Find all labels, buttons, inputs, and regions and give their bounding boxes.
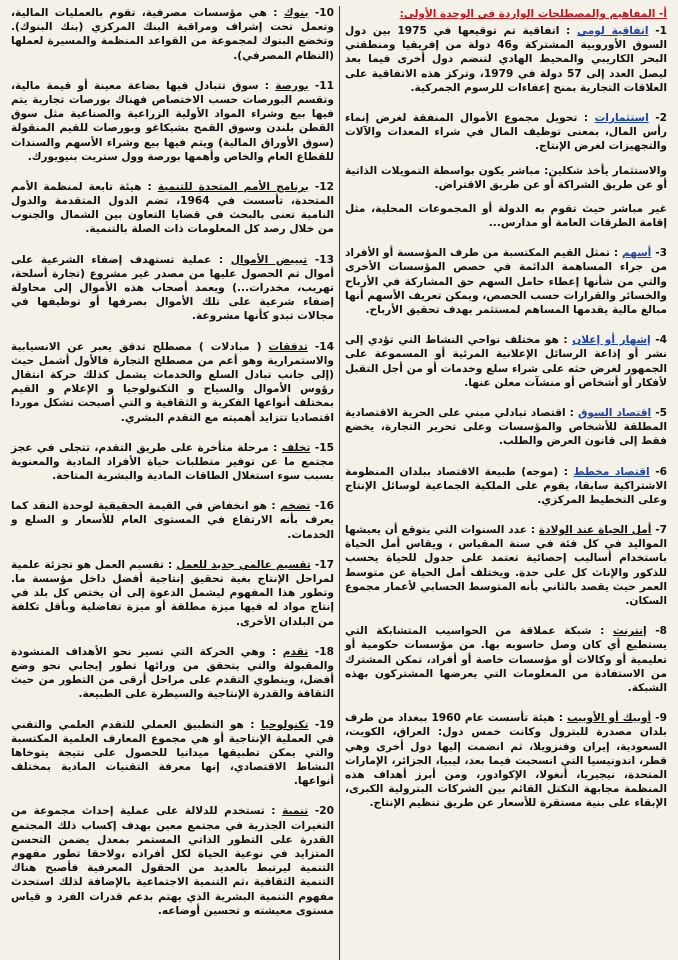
entry-text: : اقتصاد تبادلي مبني على الحرية الاقتصادية المطلقة للأشخاص والمؤسسات وعلى تحرير التجارة، يخضع فقط إلى قانون العرض والطلب. <box>345 406 667 448</box>
entry-12 <box>11 180 334 237</box>
entry-term: تدفقات <box>268 340 308 353</box>
entry-term: أسهم <box>621 247 652 260</box>
entry-text: : تقسيم العمل هو تجزئة علمية لمراحل الإنتاج بغية تحقيق إنتاجية أفضل داخل مؤسسة ما. وتطور هذا المفهوم ليشمل الدعوة إلى أن يختص كل بلد في إنتاج مواد له فيها ميزة مطلقة أو ميزة تفاضلية وبأقل تكلفة من البلدان الأخرى. <box>11 558 334 628</box>
entry-number: 5- <box>655 406 667 419</box>
entry-2-direct <box>345 164 667 192</box>
entry-term: تكنولوجيا <box>260 718 309 731</box>
entry-16 <box>11 499 334 542</box>
section-heading: أ- المفاهيم والمصطلحات الواردة في الوحدة الأولى: <box>399 8 667 20</box>
entry-text: : اتفاقية تم توقيعها في 1975 بين دول السوق الأوروبية المشتركة و46 دولة من إفريقيا ومنطقتي البحر الكاريبي والمحيط الهادي لتنضم دول أخرى فيما بعد ليصل العدد إلى 57 دولة في 1979، وتركز هذه الاتفاقية على العلاقات التجارية بمنح إعفاءات للرسوم الجمركية. <box>345 25 667 94</box>
entry-term: اقتصاد السوق <box>577 406 652 419</box>
entry-term: تخلف <box>281 441 311 454</box>
entry-number: 17- <box>314 558 334 571</box>
entry-term: أمل الحياة عند الولادة <box>538 524 652 537</box>
entry-text: : هو انخفاض في القيمة الحقيقية لوحدة النقد كما يعرف بأنه الارتفاع في المستوى العام للأسعار و السلع و الخدمات. <box>11 500 334 541</box>
entry-text: : تمثل القيم المكتسبة من طرف المؤسسة أو الأفراد من جراء المساهمة الدائمة في حصص المؤسسات الأخرى والتي من شأنها إعطاء حامل السهم حق المشاركة في الأرباح والخسائر والقرارات حسب الحصص، ويمكن تعريف الأسهم أنها مبالغ مالية يقدمها المساهم لمستثمر بهدف تحقيق الأرباح. <box>345 247 667 316</box>
entry-number: 15- <box>314 441 334 454</box>
entry-term: إشهار أو إعلان <box>572 334 651 347</box>
right-column <box>339 6 672 960</box>
entry-number: 6- <box>655 465 667 478</box>
left-column <box>6 6 339 960</box>
entry-6 <box>345 465 667 508</box>
entry-number: 9- <box>655 712 667 725</box>
entry-13 <box>11 253 334 324</box>
entry-text: : عدد السنوات التي يتوقع أن يعيشها المواليد في كل فئة في سنة المقياس ، ويقاس أمل الحياة باستخدام أساليب إحصائية تعتمد على جدول للحياة يحسب للذكور والإناث كل على حدة. ويختلف أمل الحياة عن متوسط العمر حيث يقصد بالثاني بأنه المتوسط الحسابي لأعمار مجموع السكان. <box>345 524 667 607</box>
entry-text: : هو مختلف نواحي النشاط التي تؤدي إلى نشر أو إذاعة الرسائل الإعلانية المرئية أو المسموعة على الجمهور لغرض حثه على شراء سلع وخدمات أو من أجل التقبل لأفكار أو أشخاص أو منشآت معلن عنها. <box>345 334 667 389</box>
entry-text: : هو التطبيق العملي للتقدم العلمي والتقني في العملية الإنتاجية أو هي مجموع المعارف العلمية المكتسبة والتي يمكن تطبيقها ميدانيا للحصول على نتيجة يتوخاها النشاط الاقتصادي، إنها معرفة التقنيات المادية بمختلف أنواعها. <box>11 718 334 788</box>
entry-17 <box>11 558 334 629</box>
entry-number: 18- <box>314 645 334 658</box>
entry-10 <box>11 6 334 63</box>
entry-term: تقسيم عالمي جديد للعمل <box>176 558 311 571</box>
entry-term: بنوك <box>283 7 309 19</box>
entry-text: : (موجه) طبيعة الاقتصاد ببلدان المنظومة الاشتراكية سابقا، يقوم على الملكية الجماعية لوسائل الإنتاج وعلى التخطيط المركزي. <box>345 465 667 506</box>
entry-9 <box>345 711 667 810</box>
entry-15 <box>11 441 334 484</box>
entry-term: تضخم <box>280 500 311 513</box>
entry-number: 2- <box>655 111 667 124</box>
entry-3 <box>345 246 667 317</box>
entry-20 <box>11 804 334 918</box>
entry-term: اتفاقية لومي <box>577 25 649 37</box>
entry-number: 8- <box>655 625 667 638</box>
entry-number: 1- <box>655 25 667 37</box>
entry-number: 19- <box>314 718 334 731</box>
entry-2-indirect <box>345 202 667 230</box>
entry-number: 14- <box>314 340 334 353</box>
entry-5 <box>345 406 667 449</box>
entry-text: : هي مؤسسات مصرفية، تقوم بالعمليات المالية، وتعمل تحت إشراف ومراقبة البنك المركزي (بنك البنوك). وتخضع البنوك لمجموعة من القواعد المنظمة والمسيرة لعملها (النظام المصرفي). <box>11 7 334 62</box>
entry-text: : شبكة عملاقة من الحواسيب المتشابكة التي يستطيع أي كان وصل حاسوبه بها. من مؤسسات حكومية أو تعليمية أو وكالات أو مؤسسات خاصة أو أفراد، تمكن المشترك من الاستفادة من المعلومات التي يعرضها المشتركون بهذه الشبكة. <box>345 625 667 694</box>
entry-4 <box>345 333 667 390</box>
entry-8 <box>345 624 667 695</box>
entry-number: 3- <box>655 247 667 260</box>
entry-number: 7- <box>655 524 667 537</box>
entry-term: بورصة <box>275 79 309 92</box>
entry-term: اقتصاد مخطط <box>573 465 650 478</box>
entry-term: تنمية <box>282 805 309 818</box>
entry-term: أوبيك أو الأوبيب <box>566 712 652 725</box>
entry-14 <box>11 340 334 425</box>
entry-2 <box>345 111 667 154</box>
entry-number: 12- <box>314 180 334 193</box>
entry-18 <box>11 645 334 702</box>
entry-text: : مرحلة متأخرة على طريق التقدم، تتجلى في عجز مجتمع ما عن توفير متطلبات حياة الأفراد المادية والمعنوية بسبب سوء استغلال الطاقات المادية والبشرية المتاحة. <box>11 441 334 483</box>
entry-text: : هيئة تابعة لمنظمة الأمم المتحدة، تأسست في 1964، تضم الدول المتقدمة والدول النامية تعنى بالبحث في قضايا التعاون بين الشمال والجنوب من خلال رصد كل المعلومات ذات الصلة بالتنمية. <box>11 180 335 236</box>
entry-text: غير مباشر حيث تقوم به الدولة أو المجموعات المحلية، مثل إقامة الطرقات العامة أو مدارس... <box>345 202 667 230</box>
entry-text: ( مبادلات ) مصطلح تدفق يعبر عن الانسيابية والاستمرارية وهو أعم من مصطلح التجارة فالأول أشمل حيث (إلى جانب تبادل السلع والخدمات يشمل كذلك حركة انتقال رؤوس الأموال والسياح و التكنولوجيا و الإعلام و القيم بمختلف أنواعها الفكرية و الثقافية و التي أصبحت تشكل موردا اقتصاديا تتزايد أهميته مع التقدم البشري. <box>11 340 334 424</box>
entry-11 <box>11 79 334 164</box>
entry-text: : تحويل مجموع الأموال المنفقة لغرض إنماء رأس المال، بمعنى توظيف المال في شراء المعدات والآلات والتجهيزات لغرض الإنتاج. <box>345 111 667 153</box>
entry-number: 10- <box>314 7 334 19</box>
entry-number: 16- <box>314 500 334 513</box>
entry-19 <box>11 718 334 789</box>
entry-term: تقدم <box>282 645 309 658</box>
entry-term: استثمارات <box>594 111 649 124</box>
entry-number: 13- <box>314 253 334 266</box>
entry-number: 4- <box>655 334 667 347</box>
entry-text: : عملية تستهدف إضفاء الشرعية على أموال تم الحصول عليها من مصدر غير مشروع (تجارة أسلحة، تهريب، مخدرات...) ويعمد أصحاب هذه الأموال إلى محاولة إضفاء شرعية على تلك الأموال بصرفها أو توظيفها في مجالات تبدو كأنها مشروعة. <box>11 253 334 323</box>
entry-text: : سوق تتبادل فيها بضاعة معينة أو قيمة مالية، وتقسم البورصات حسب الاختصاص فهناك بورصات تجارية يتم فيها بيع وشراء المواد الأولية الزراعية والصناعية مثل سوق القطن بلندن وسوق القمح بشيكاغو وبورصات للقيم المنقولة (سوق الأوراق المالية) ويتم فيها بيع وشراء الأسهم والسندات للقطاع العام والخاص وأهمها بورصة وول ستريت بنيويورك. <box>11 79 334 163</box>
entry-1 <box>345 24 667 95</box>
entry-7 <box>345 523 667 608</box>
entry-term: برنامج الأمم المتحدة للتنمية <box>157 180 309 193</box>
entry-text: والاستثمار يأخذ شكلين: مباشر يكون بواسطة التمويلات الذاتية أو عن طريق الشراكة أو عن طريق الاقتراض. <box>345 164 667 191</box>
entry-text: : هيئة تأسست عام 1960 ببغداد من طرف بلدان مصدرة للبترول وكانت خمس دول: العراق، الكويت، السعودية، إيران وفنزويلا، ثم انضمت إليها دول أخرى وهي قطر، اندونيسيا التي انسحبت فيما بعد، ليبيا، الجزائر، الإمارات المتحدة، نيجيريا، أنغولا، الإكوادور، ومن أبرز أهداف هذه المنظمة مجابهة التكتل القائم بين الشركات البترولية الكبرى، الإبقاء على بنية مستقرة للأسعار عن طريق تنظيم الإنتاج. <box>345 712 667 810</box>
entry-term: تبييض الأموال <box>230 253 308 266</box>
entry-number: 11- <box>314 79 334 92</box>
entry-text: : تستخدم للدلالة على عملية إحداث مجموعة من التغيرات الجذرية في مجتمع معين بهدف إكساب ذلك المجتمع القدرة على التطور الذاتي المستمر بمعدل يضمن التحسن المتزايد في نوعية الحياة لكل أفراده ،ولاحقا تطور مفهوم التنمية ليرتبط بالعديد من الحقول المعرفية فأصبح هناك التنمية الثقافية ،ثم التنمية الاجتماعية بالإضافة لذلك استحدث مفهوم التنمية البشرية الذي يهتم بدعم قدرات الفرد و قياس مستوى معيشته و تحسين أوضاعه. <box>11 805 334 917</box>
entry-text: : وهي الحركة التي تسير نحو الأهداف المنشودة والمقبولة والتي يتحقق من ورائها تطور إيجابي نحو وضع أفضل، وينطوي التقدم على مراحل أرقى من التطور من حيث الثقافة والقدرة الإنتاجية والسيطرة على الطبيعة. <box>11 645 334 701</box>
entry-number: 20- <box>314 805 334 818</box>
entry-term: إنترنت <box>612 625 647 638</box>
